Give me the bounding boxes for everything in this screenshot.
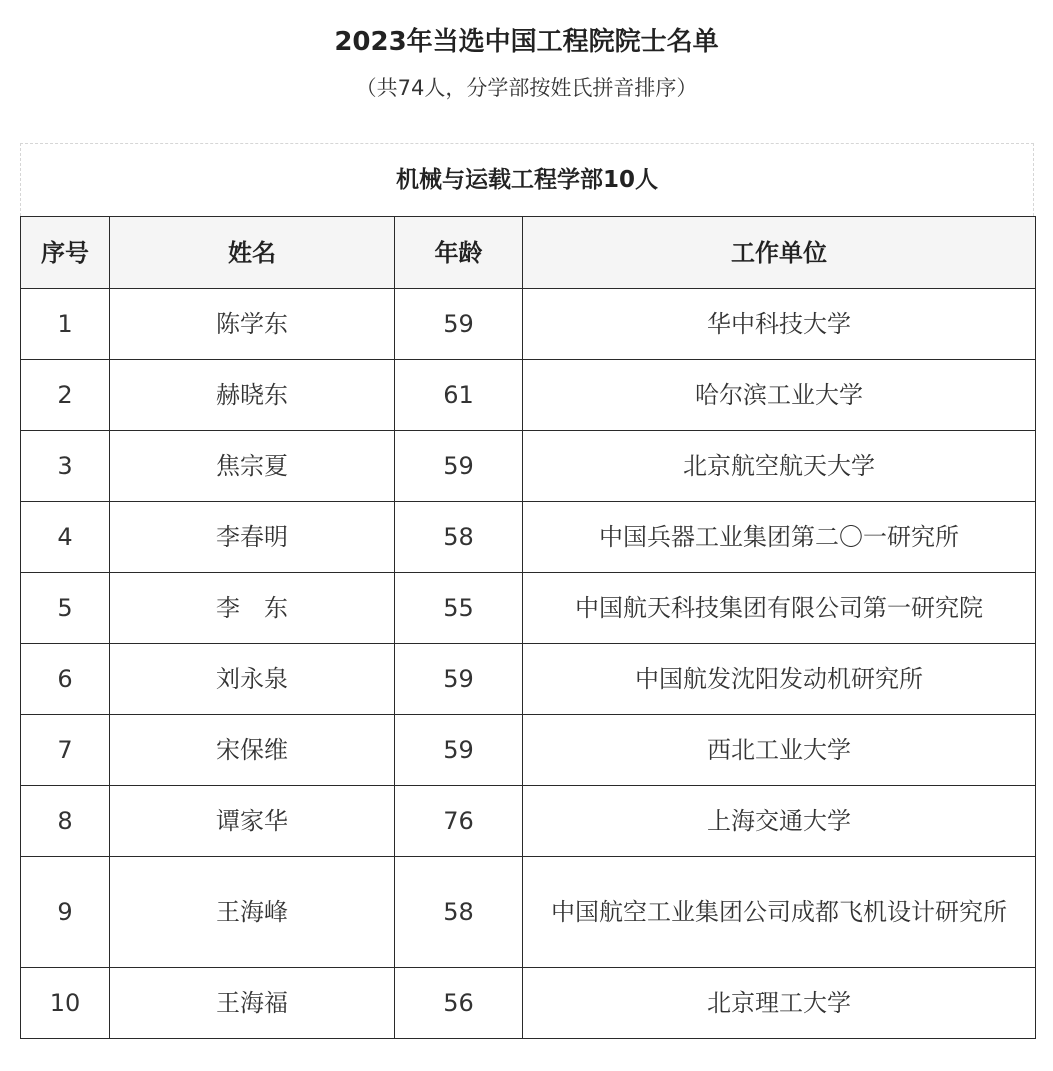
table-row [21, 431, 1036, 502]
table-row [21, 786, 1036, 857]
cell-organization: 中国兵器工业集团第二〇一研究所 [523, 502, 1036, 573]
cell-number: 2 [21, 360, 110, 431]
cell-organization: 哈尔滨工业大学 [523, 360, 1036, 431]
cell-organization: 中国航发沈阳发动机研究所 [523, 644, 1036, 715]
cell-organization: 华中科技大学 [523, 289, 1036, 360]
cell-name: 宋保维 [110, 715, 395, 786]
cell-name: 王海峰 [110, 857, 395, 968]
column-header-number: 序号 [21, 217, 110, 289]
table-header-row [21, 217, 1036, 289]
column-header-name: 姓名 [110, 217, 395, 289]
table-row [21, 968, 1036, 1039]
cell-name: 李春明 [110, 502, 395, 573]
cell-number: 7 [21, 715, 110, 786]
page-title: 2023年当选中国工程院院士名单 [334, 27, 719, 57]
cell-age: 58 [395, 502, 523, 573]
page-subtitle: （共74人，分学部按姓氏拼音排序） [355, 76, 698, 100]
cell-organization: 北京航空航天大学 [523, 431, 1036, 502]
cell-age: 59 [395, 644, 523, 715]
cell-age: 76 [395, 786, 523, 857]
column-header-organization: 工作单位 [523, 217, 1036, 289]
cell-organization: 北京理工大学 [523, 968, 1036, 1039]
cell-name: 赫晓东 [110, 360, 395, 431]
cell-age: 61 [395, 360, 523, 431]
cell-name: 李 东 [110, 573, 395, 644]
cell-name: 王海福 [110, 968, 395, 1039]
table-row [21, 360, 1036, 431]
section-header [20, 143, 1034, 216]
cell-number: 5 [21, 573, 110, 644]
table-row [21, 289, 1036, 360]
cell-number: 10 [21, 968, 110, 1039]
cell-age: 59 [395, 289, 523, 360]
cell-age: 59 [395, 715, 523, 786]
academician-table [20, 216, 1036, 1039]
cell-organization: 西北工业大学 [523, 715, 1036, 786]
cell-number: 3 [21, 431, 110, 502]
table-row [21, 502, 1036, 573]
cell-number: 9 [21, 857, 110, 968]
table-row [21, 715, 1036, 786]
cell-number: 6 [21, 644, 110, 715]
cell-age: 58 [395, 857, 523, 968]
cell-organization: 中国航天科技集团有限公司第一研究院 [523, 573, 1036, 644]
cell-number: 8 [21, 786, 110, 857]
table-row [21, 644, 1036, 715]
cell-organization: 上海交通大学 [523, 786, 1036, 857]
cell-age: 55 [395, 573, 523, 644]
cell-age: 59 [395, 431, 523, 502]
cell-organization: 中国航空工业集团公司成都飞机设计研究所 [523, 857, 1036, 968]
cell-name: 刘永泉 [110, 644, 395, 715]
section-title: 机械与运载工程学部10人 [395, 167, 658, 193]
cell-number: 4 [21, 502, 110, 573]
table-row [21, 857, 1036, 968]
cell-name: 谭家华 [110, 786, 395, 857]
cell-number: 1 [21, 289, 110, 360]
table-row [21, 573, 1036, 644]
cell-name: 陈学东 [110, 289, 395, 360]
cell-age: 56 [395, 968, 523, 1039]
column-header-age: 年龄 [395, 217, 523, 289]
cell-name: 焦宗夏 [110, 431, 395, 502]
